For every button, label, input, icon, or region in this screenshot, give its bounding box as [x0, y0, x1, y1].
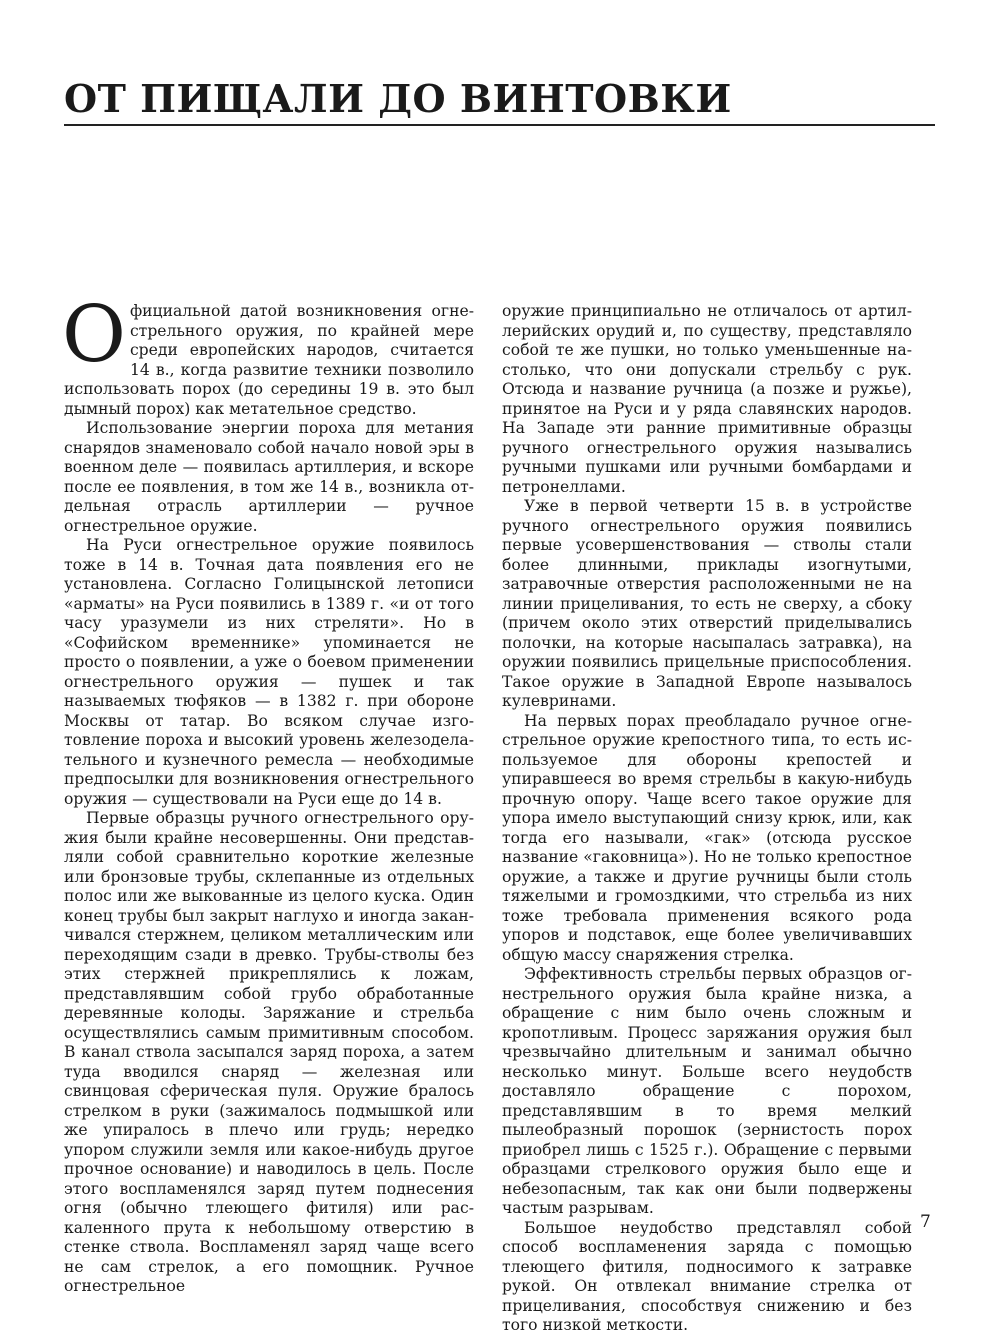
paragraph: Уже в первой четверти 15 в. в устройстве ручного огнестрельного оружия появились первые усовершенствования — стволы стали более длинными, приклады изогнутыми, затравочные отверстия расположенными не на линии прицеливания, то есть не сверху, а сбоку (причем около этих отверстий приделывались полочки, на которые насыпалась затравка), на оружии появились прицельные приспособления. Такое оружие в Западной Европе называлось кулевринами.: [502, 497, 912, 710]
paragraph: Эффективность стрельбы первых образцов огнестрельного оружия была крайне низка, а обращение с ним было очень сложным и кропотливым. Процесс заряжания оружия был чрезвычайно длительным и занимал обычно несколько минут. Больше всего неудобств доставляло обращение с порохом, представлявшим в то время мелкий пылеобразный порошок (зернистость порох приобрел лишь с 1525 г.). Обращение с первыми образцами стрелкового оружия было еще и небезопасным, так как они были подвержены частым разрывам.: [502, 965, 912, 1217]
page-title: ОТ ПИЩАЛИ ДО ВИНТОВКИ: [64, 76, 732, 121]
paragraph: Использование энергии пороха для метания снарядов знаменовало собой начало новой эры в военном деле — появилась артиллерия, и вскоре после ее появления, в том же 14 в., возникла отдельная отрасль артиллерии — ручное огнестрельное оружие.: [64, 419, 474, 535]
paragraph: оружие принципиально не отличалось от артиллерийских орудий и, по существу, представляло собой те же пушки, но только уменьшенные настолько, что они допускали стрельбу с рук. Отсюда и название ручница (а позже и ружье), принятое на Руси и у ряда славянских народов. На Западе эти ранние примитивные образцы ручного огнестрельного оружия назывались ручными пушками или ручными бомбардами и петронеллами.: [502, 302, 912, 496]
right-column: [502, 302, 912, 1336]
paragraph: Большое неудобство представлял собой способ воспламенения заряда с помощью тлеющего фитиля, подносимого к затравке рукой. Он отвлекал внимание стрелка от прицеливания, способствуя снижению и без того низкой меткости.: [502, 1218, 912, 1334]
page-number: 7: [920, 1212, 931, 1232]
left-column: [62, 290, 474, 1297]
drop-cap: О: [62, 290, 126, 380]
paragraph: [62, 290, 474, 419]
paragraph: На Руси огнестрельное оружие появилось тоже в 14 в. Точная дата появления его не установлена. Согласно Голицынской летописи «арматы» на Руси появились в 1389 г. «и от того часу уразумели из них стреляти». Но в «Софийском временнике» упоминается не просто о появлении, а уже о боевом применении огнестрельного оружия — пушек и так называемых тюфяков — в 1382 г. при обороне Москвы от татар. Во всяком случае изготовление пороха и высокий уровень железоделaтельного и кузнечного ремесла — необходимые предпосылки для возникновения огнестрельного оружия — существовали на Руси еще до 14 в.: [64, 536, 474, 808]
paragraph-text: фициальной датой возникновения огнестрельного оружия, по крайней мере среди европейских народов, считается 14 в., когда развитие техники позволило использовать порох (до середины 19 в. это был дымный порох) как метательное средство.: [64, 302, 474, 418]
paragraph: Первые образцы ручного огнестрельного оружия были крайне несовершенны. Они представляли собой сравнительно короткие железные или бронзовые трубы, склепанные из отдельных полос или же выкованные из целого куска. Один конец трубы был закрыт наглухо и иногда заканчивался стержнем, целиком металлическим или переходящим сзади в древко. Трубы-стволы без этих стержней прикреплялись к ложам, представлявшим собой грубо обработанные деревянные колоды. Заряжание и стрельба осуществлялись самым примитивным способом. В канал ствола засыпался заряд пороха, а затем туда вводился снаряд — железная или свинцовая сферическая пуля. Оружие бралось стрелком в руки (зажималось подмышкой или же упиралось в плечо или грудь; нередко упором служили земля или какое-нибудь другое прочное основание) и наводилось в цель. После этого воспламенялся заряд путем поднесения огня (обычно тлеющего фитиля) или раскаленного прута к небольшому отверстию в стенке ствола. Воспламенял заряд чаще всего не сам стрелок, а его помощник. Ручное огнестрельное: [64, 809, 474, 1295]
paragraph: На первых порах преобладало ручное огнестрельное оружие крепостного типа, то есть используемое для обороны крепостей и упиравшееся во время стрельбы в какую-нибудь прочную опору. Чаще всего такое оружие для упора имело выступающий снизу крюк, или, как тогда его называли, «гак» (отсюда русское название «гаковница»). Но не только крепостное оружие, а также и другие ручницы были столь тяжелыми и громоздкими, что стрельба из них тоже требовала применения всякого рода упоров и подставок, еще более увеличивавших общую массу снаряжения стрелка.: [502, 711, 912, 964]
title-rule: [64, 124, 935, 126]
